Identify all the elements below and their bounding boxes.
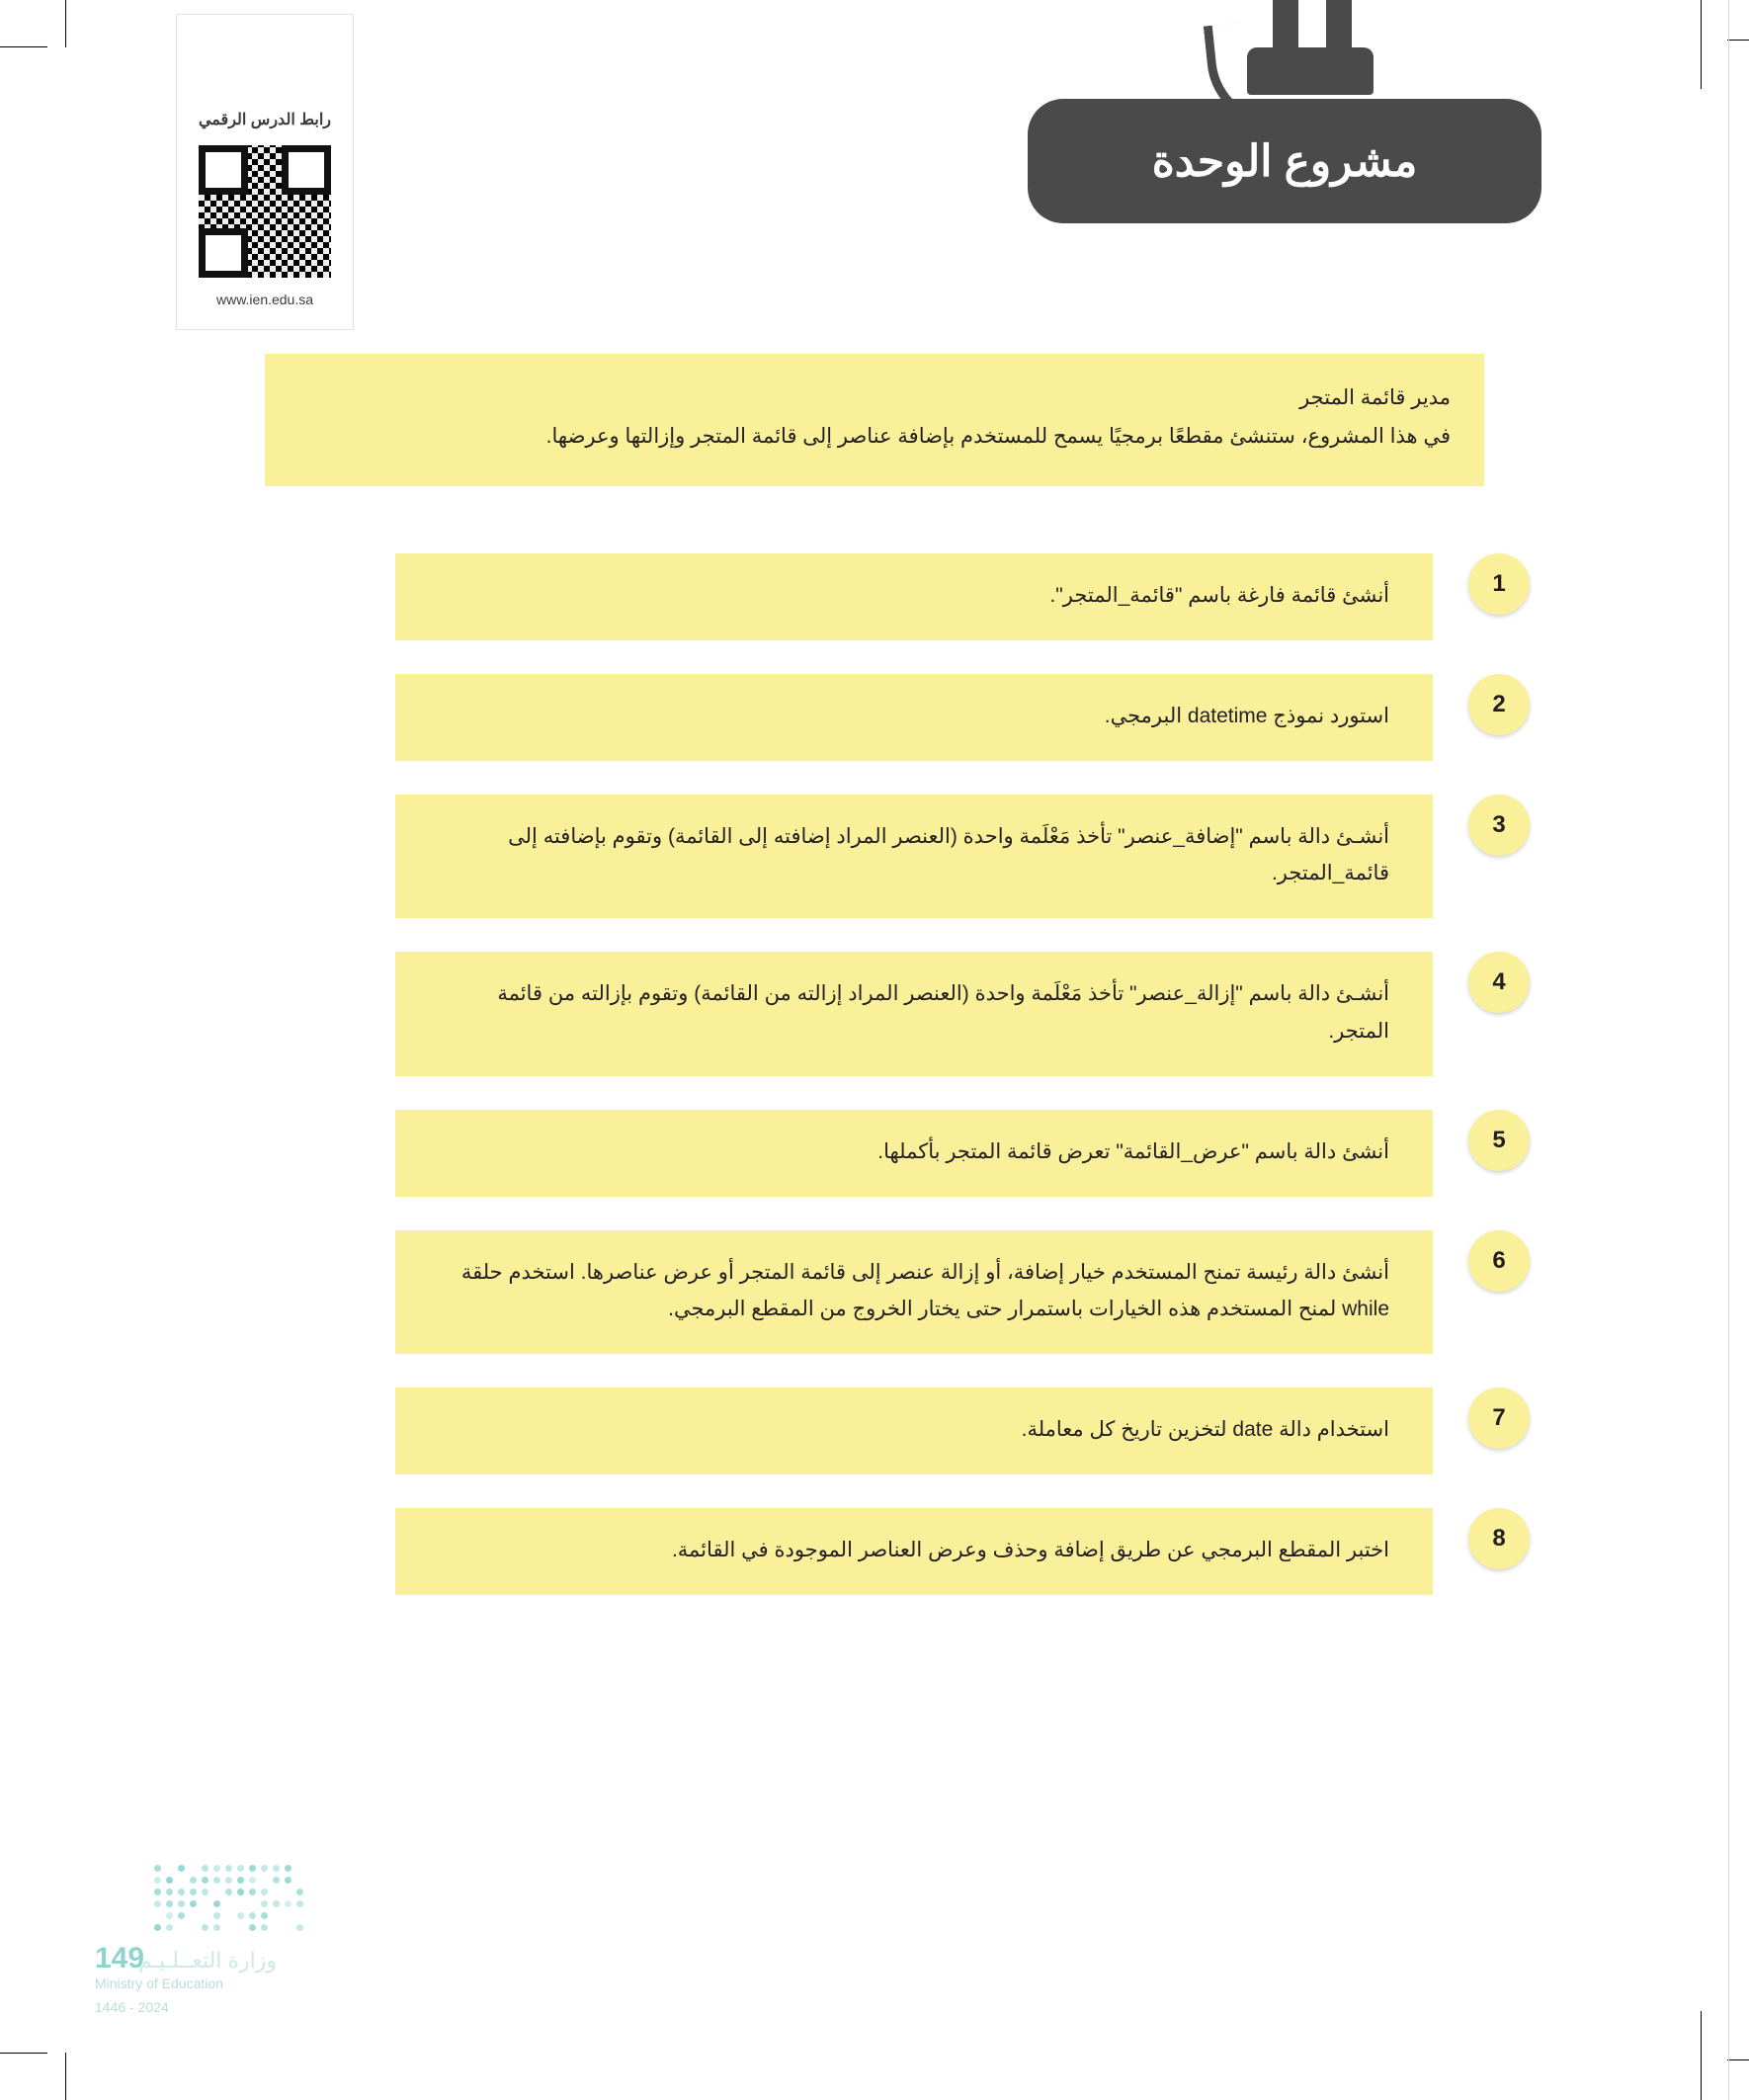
step-number-badge: 5 bbox=[1468, 1110, 1530, 1171]
step-text: أنشـئ دالة باسم "إضافة_عنصر" تأخذ مَعْلَمة واحدة (العنصر المراد إضافته إلى القائمة) وتقوم بإضافته إلى قائمة_المتجر. bbox=[508, 824, 1389, 885]
step-number-badge: 2 bbox=[1468, 674, 1530, 735]
digital-lesson-qr-card[interactable] bbox=[176, 14, 354, 330]
crop-mark bbox=[65, 0, 66, 47]
step-content bbox=[395, 795, 1433, 919]
page-footer bbox=[95, 1865, 312, 2015]
step-number-badge: 4 bbox=[1468, 952, 1530, 1013]
list-item bbox=[395, 1230, 1506, 1355]
power-plug-icon bbox=[1225, 0, 1383, 91]
ministry-name-ar: وزارة التعــلـيـم bbox=[138, 1948, 278, 1973]
list-item bbox=[395, 795, 1506, 919]
list-item bbox=[395, 674, 1506, 761]
qr-code-icon bbox=[199, 145, 331, 278]
page-title: مشروع الوحدة bbox=[1151, 136, 1418, 186]
list-item bbox=[395, 952, 1506, 1076]
list-item bbox=[395, 553, 1506, 640]
list-item bbox=[395, 1110, 1506, 1197]
unit-project-badge bbox=[1028, 99, 1541, 223]
page-number: 149 bbox=[95, 1942, 145, 1974]
step-content bbox=[395, 1110, 1433, 1197]
step-content bbox=[395, 674, 1433, 761]
decorative-dots-pattern bbox=[154, 1865, 312, 1936]
project-intro-block bbox=[265, 354, 1484, 486]
step-text: أنشئ دالة رئيسة تمنح المستخدم خيار إضافة، أو إزالة عنصر إلى قائمة المتجر أو عرض عناصرها. استخدم حلقة while لمنح المستخدم هذه الخيارات باستمرار حتى يختار الخروج من المقطع البرمجي. bbox=[460, 1260, 1389, 1321]
step-text: استخدام دالة date لتخزين تاريخ كل معاملة. bbox=[1021, 1418, 1389, 1442]
crop-mark bbox=[0, 46, 47, 47]
step-content bbox=[395, 1230, 1433, 1355]
step-text: أنشئ دالة باسم "عرض_القائمة" تعرض قائمة المتجر بأكملها. bbox=[877, 1139, 1389, 1163]
crop-mark bbox=[1701, 2011, 1702, 2100]
crop-mark bbox=[1701, 0, 1702, 89]
step-content bbox=[395, 1387, 1433, 1474]
step-content bbox=[395, 1508, 1433, 1595]
crop-mark bbox=[0, 2053, 47, 2054]
step-number-badge: 1 bbox=[1468, 553, 1530, 615]
list-item bbox=[395, 1508, 1506, 1595]
qr-card-title: رابط الدرس الرقمي bbox=[198, 112, 332, 128]
step-content bbox=[395, 553, 1433, 640]
step-number-badge: 8 bbox=[1468, 1508, 1530, 1569]
step-number-badge: 6 bbox=[1468, 1230, 1530, 1292]
edition-years: 2024 - 1446 bbox=[95, 1999, 169, 2015]
list-item bbox=[395, 1387, 1506, 1474]
crop-mark bbox=[1727, 2059, 1749, 2060]
intro-line-1: مدير قائمة المتجر bbox=[1299, 386, 1451, 409]
crop-mark bbox=[65, 2053, 66, 2100]
crop-mark bbox=[1727, 40, 1749, 41]
step-number-badge: 3 bbox=[1468, 795, 1530, 856]
step-text: أنشـئ دالة باسم "إزالة_عنصر" تأخذ مَعْلَمة واحدة (العنصر المراد إزالته من القائمة) وتقوم بإزالته من قائمة المتجر. bbox=[497, 982, 1389, 1043]
project-steps-list bbox=[395, 553, 1506, 1629]
intro-line-2: في هذا المشروع، ستنشئ مقطعًا برمجيًا يسمح للمستخدم بإضافة عناصر إلى قائمة المتجر وإزالتها وعرضها. bbox=[545, 424, 1451, 448]
unit-project-header bbox=[998, 0, 1551, 316]
step-text: استورد نموذج datetime البرمجي. bbox=[1104, 704, 1389, 727]
step-text: أنشئ قائمة فارغة باسم "قائمة_المتجر". bbox=[1049, 584, 1389, 607]
step-number-badge: 7 bbox=[1468, 1387, 1530, 1449]
ministry-name-en: Ministry of Education bbox=[95, 1975, 223, 1991]
qr-card-url: www.ien.edu.sa bbox=[215, 292, 314, 307]
step-content bbox=[395, 952, 1433, 1076]
step-text: اختبر المقطع البرمجي عن طريق إضافة وحذف وعرض العناصر الموجودة في القائمة. bbox=[671, 1538, 1389, 1561]
page-edge-line bbox=[1728, 0, 1729, 2100]
